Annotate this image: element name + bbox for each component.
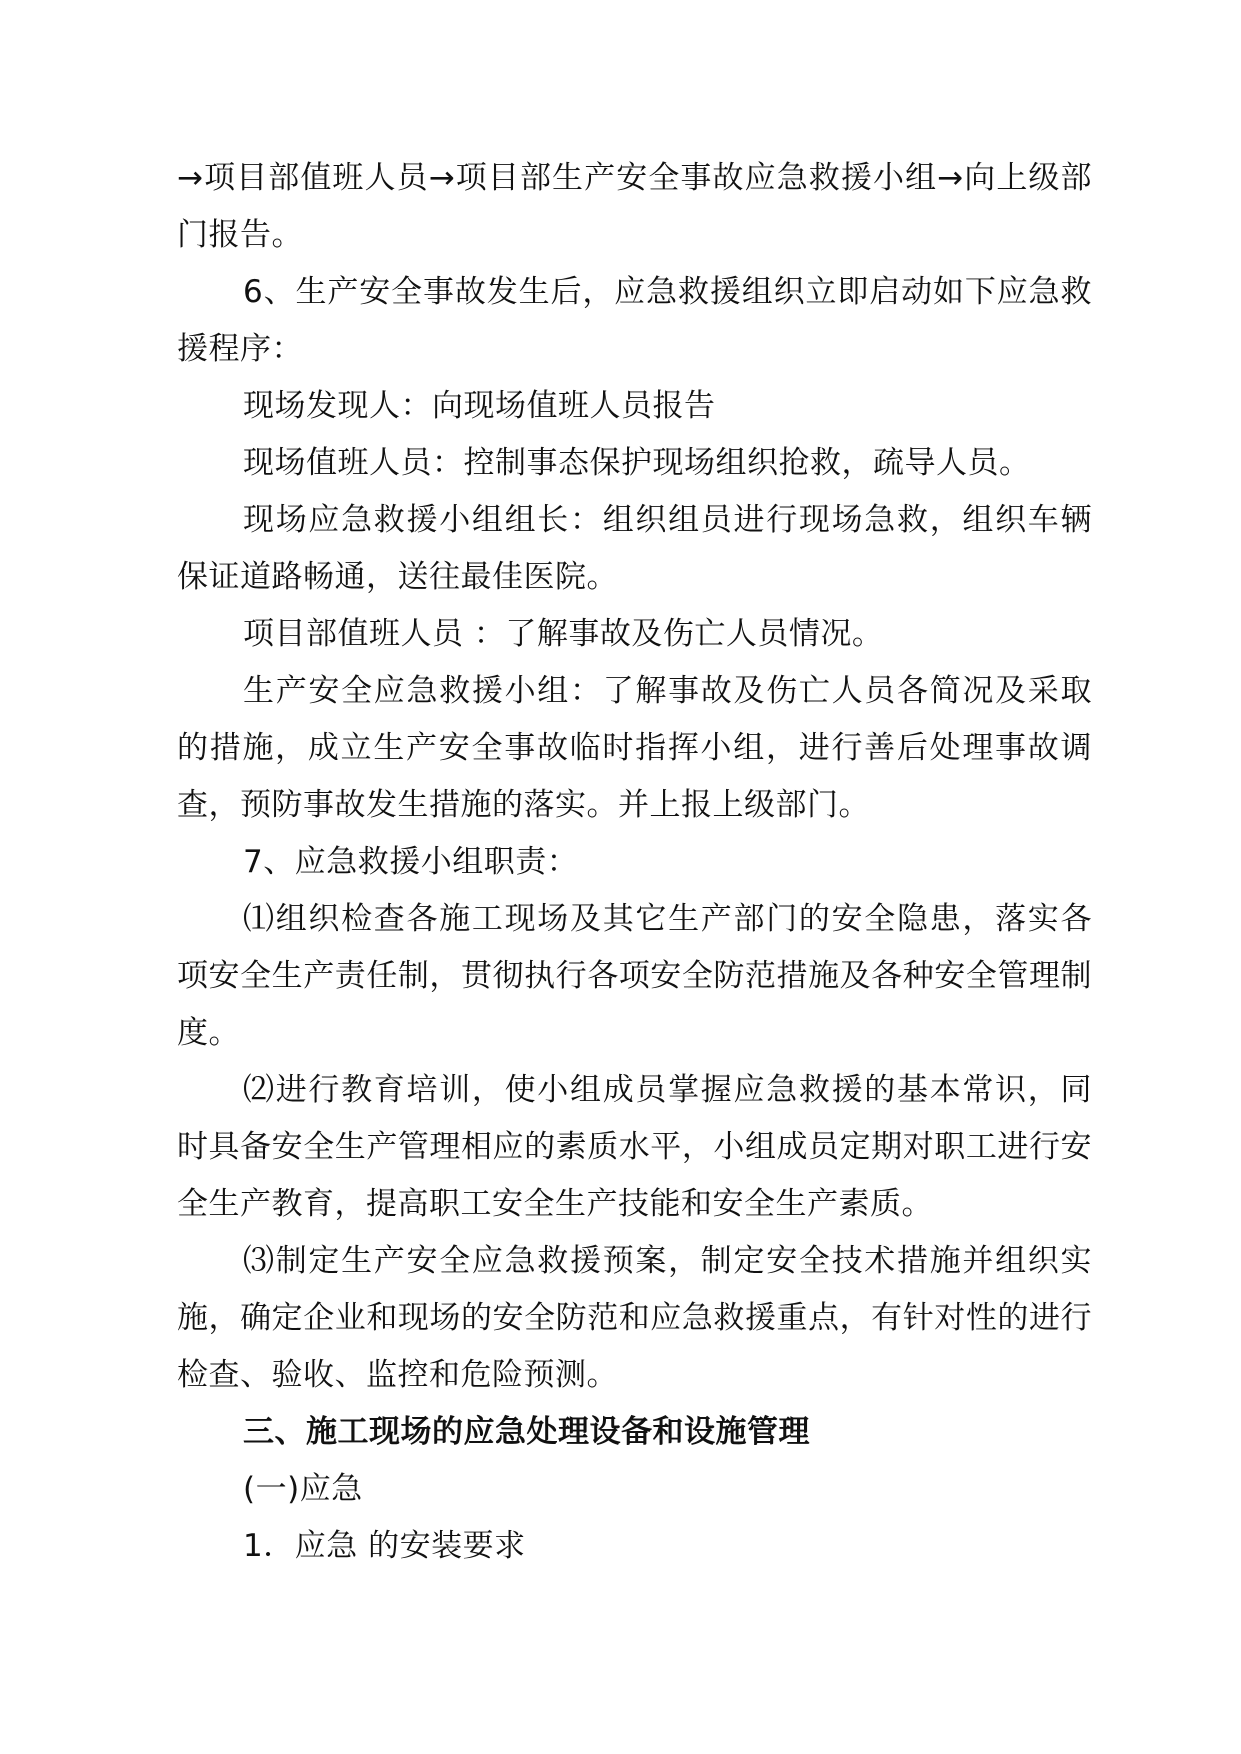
paragraph-discoverer: 现场发现人：向现场值班人员报告 [243, 388, 716, 424]
paragraph-rescue-group: 生产安全应急救援小组：了解事故及伤亡人员各简况及采取的措施，成立生产安全事故临时指挥小组，进行善后处理事故调查，预防事故发生措施的落实。并上报上级部门。 [177, 673, 1092, 823]
paragraph-duty-2: ⑵进行教育培训，使小组成员掌握应急救援的基本常识，同时具备安全生产管理相应的素质水平，小组成员定期对职工进行安全生产教育，提高职工安全生产技能和安全生产素质。 [177, 1072, 1092, 1222]
paragraph-rescue-leader: 现场应急救援小组组长：组织组员进行现场急救，组织车辆保证道路畅通，送往最佳医院。 [177, 502, 1092, 595]
document-body [177, 150, 1092, 1575]
paragraph-duty-3: ⑶制定生产安全应急救援预案，制定安全技术措施并组织实施，确定企业和现场的安全防范和应急救援重点，有针对性的进行检查、验收、监控和危险预测。 [177, 1243, 1092, 1393]
subsection-heading-1: (一)应急 [243, 1471, 363, 1507]
paragraph-reporting-chain: →项目部值班人员→项目部生产安全事故应急救援小组→向上级部门报告。 [177, 160, 1092, 253]
paragraph-site-duty: 现场值班人员：控制事态保护现场组织抢救，疏导人员。 [243, 445, 1031, 481]
section-heading-3: 三、施工现场的应急处理设备和设施管理 [243, 1414, 810, 1450]
paragraph-item-6: 6、生产安全事故发生后，应急救援组织立即启动如下应急救援程序： [177, 274, 1092, 367]
paragraph-project-duty: 项目部值班人员 ：了解事故及伤亡人员情况。 [243, 616, 884, 652]
subsection-item-1: 1．应急 的安装要求 [243, 1528, 526, 1564]
paragraph-duty-1: ⑴组织检查各施工现场及其它生产部门的安全隐患，落实各项安全生产责任制，贯彻执行各项安全防范措施及各种安全管理制度。 [177, 901, 1092, 1051]
paragraph-item-7: 7、应急救援小组职责： [243, 844, 579, 880]
